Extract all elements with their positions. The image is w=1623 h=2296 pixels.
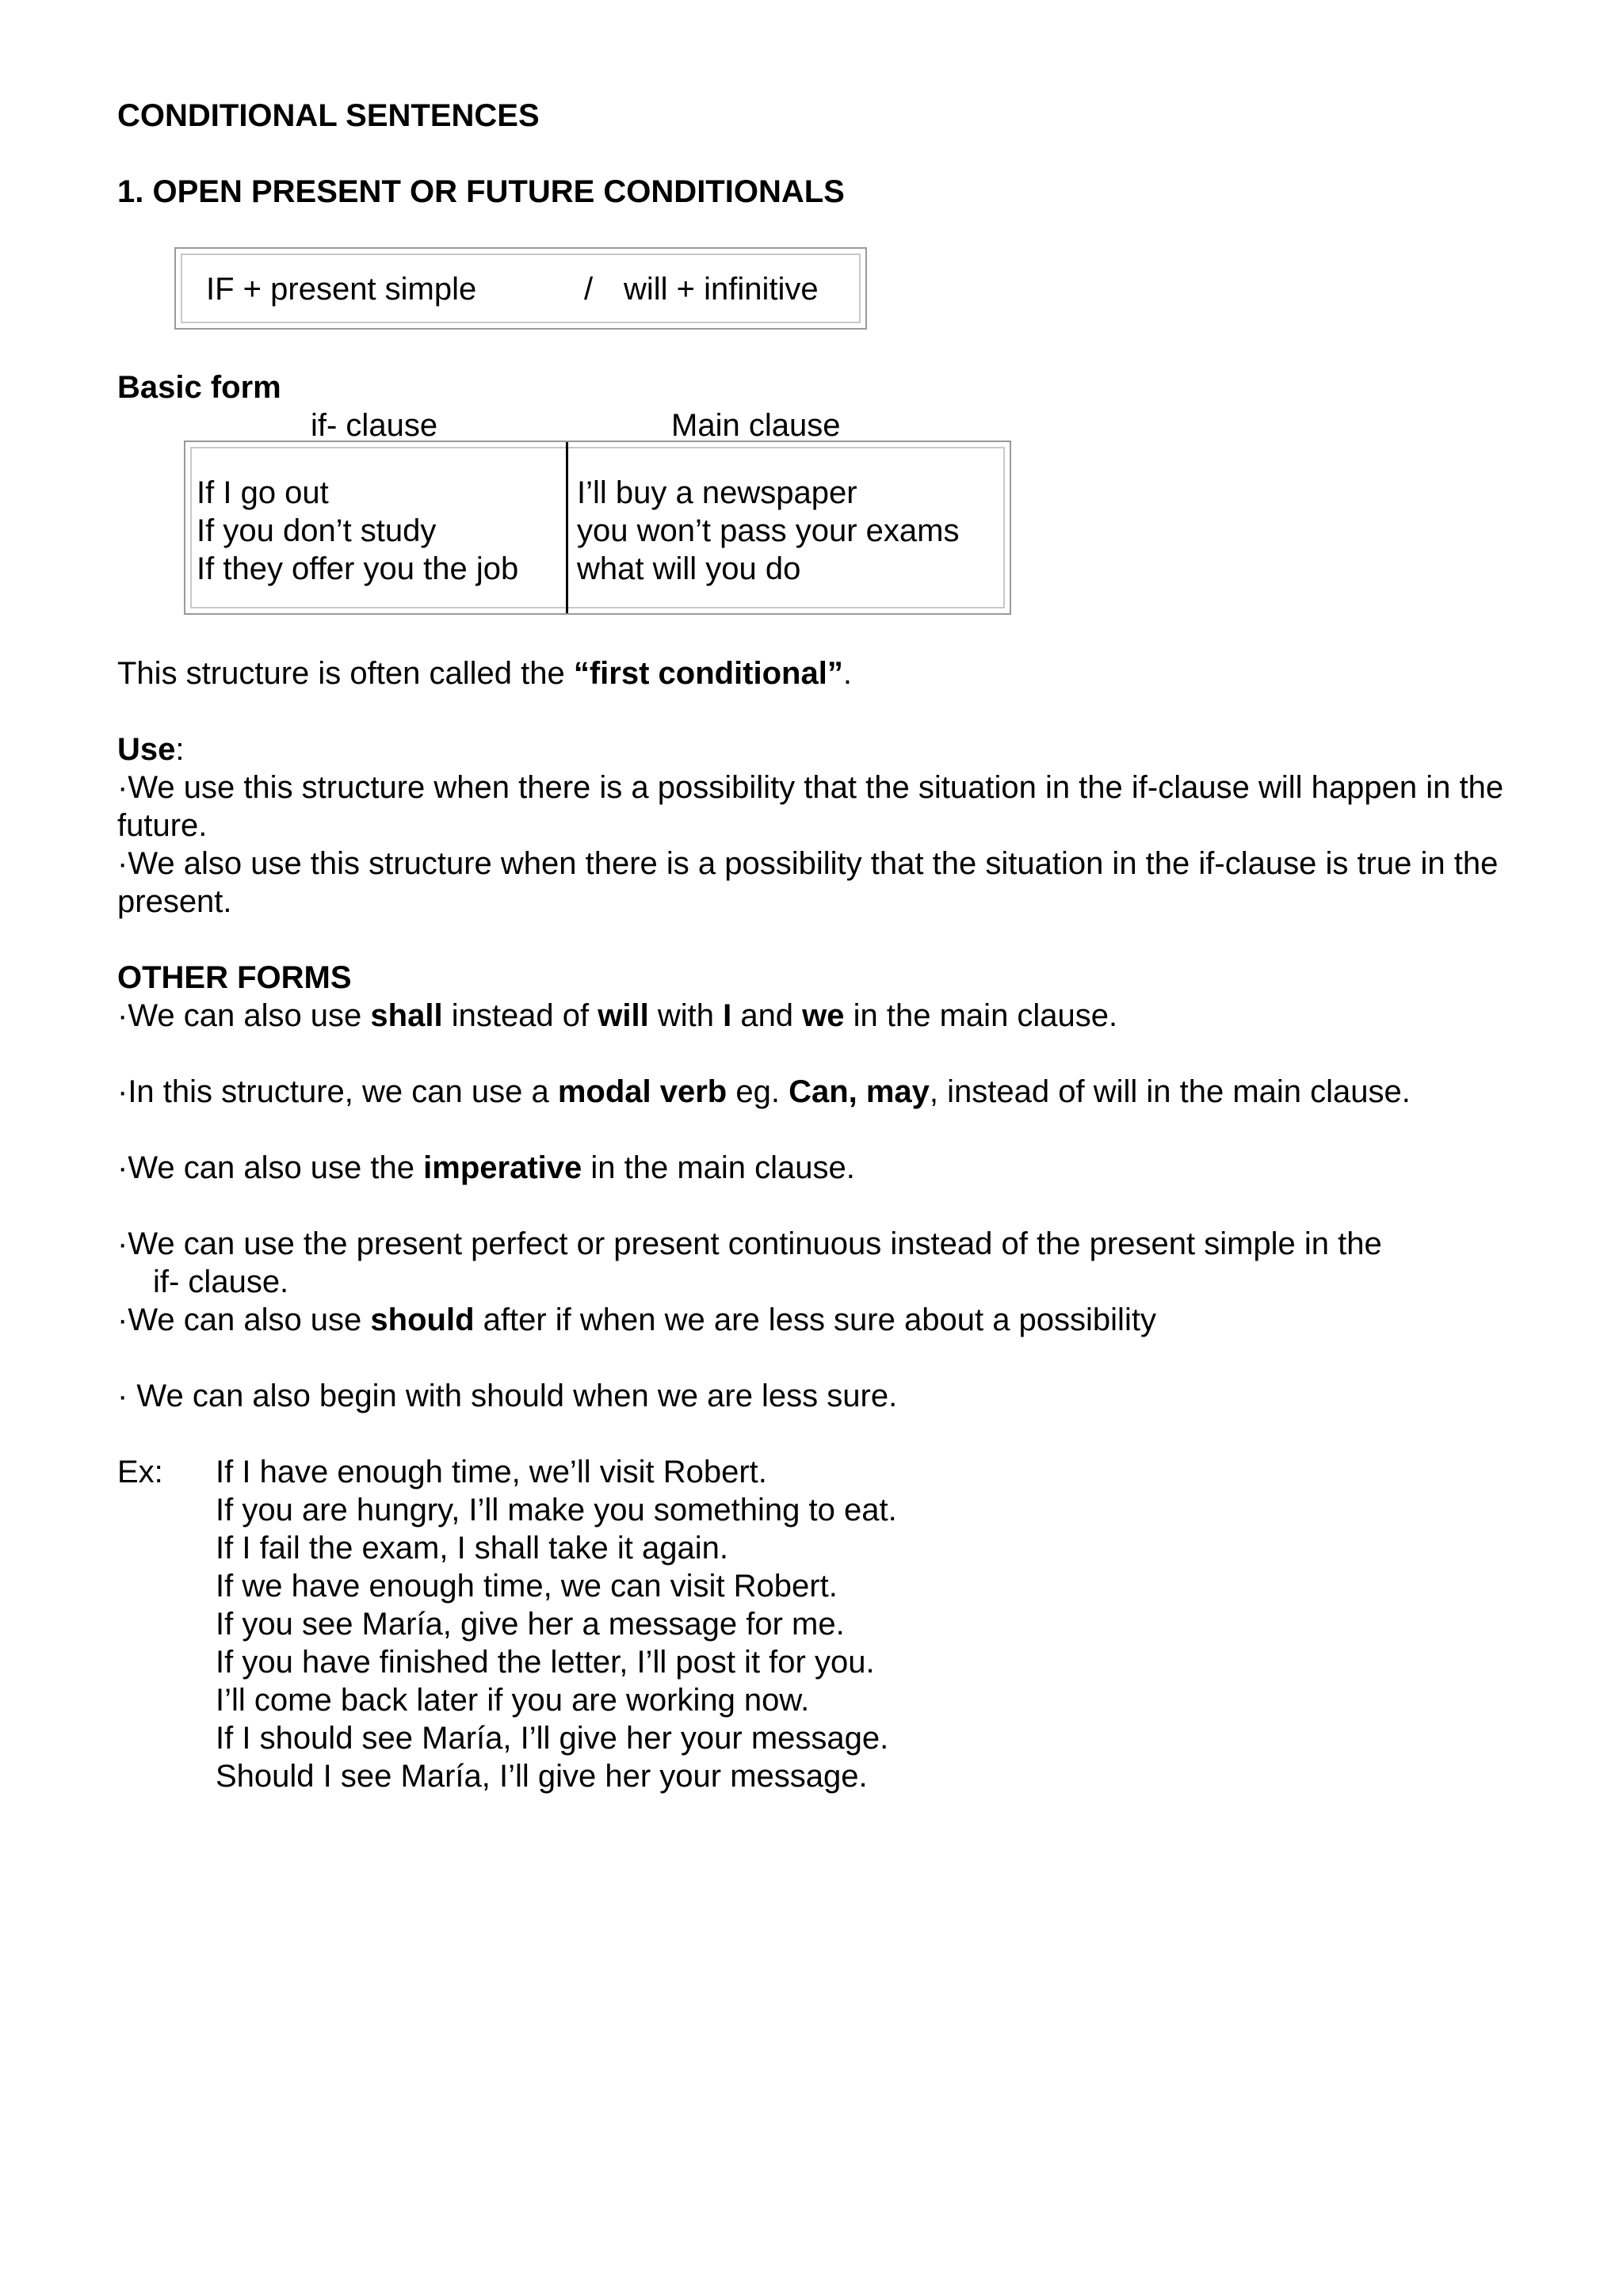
table-column-divider [566,442,568,613]
example-sentence: If I have enough time, we’ll visit Robert. [216,1455,767,1489]
formula-separator: / [584,272,594,307]
table-main-cell: what will you do [577,551,801,586]
formula-if-part: IF + present simple [206,272,477,307]
table-if-cell: If you don’t study [197,513,437,548]
if-clause-header: if- clause [311,408,438,443]
example-sentence: If we have enough time, we can visit Robert. [216,1569,838,1604]
table-main-cell: you won’t pass your exams [577,513,960,548]
example-sentence: If I should see María, I’ll give her your message. [216,1721,889,1756]
use-line: ·We also use this structure when there is a possibility that the situation in the if-clause is true in the [117,846,1499,881]
table-if-cell: If they offer you the job [197,551,519,586]
main-clause-header: Main clause [671,408,841,443]
example-sentence: If you are hungry, I’ll make you something to eat. [216,1493,897,1527]
example-sentence: If you have finished the letter, I’ll post it for you. [216,1645,875,1680]
other-forms-heading: OTHER FORMS [117,960,352,995]
example-sentence: If you see María, give her a message for me. [216,1607,845,1642]
other-forms-should: ·We can also use should after if when we are less sure about a possibility [117,1302,1156,1337]
examples-label: Ex: [117,1455,163,1489]
other-forms-shall: ·We can also use shall instead of will with I and we in the main clause. [117,998,1118,1033]
formula-main-part: will + infinitive [624,272,819,307]
section-heading: 1. OPEN PRESENT OR FUTURE CONDITIONALS [117,174,845,209]
table-main-cell: I’ll buy a newspaper [577,475,857,510]
use-line: future. [117,808,208,843]
other-forms-imperative: ·We can also use the imperative in the main clause. [117,1150,855,1185]
use-line: ·We use this structure when there is a possibility that the situation in the if-clause will happen in the [117,770,1504,805]
first-conditional-sentence: This structure is often called the “first conditional”. [117,656,852,691]
other-forms-perfect-continued: if- clause. [153,1264,289,1299]
use-heading: Use: [117,732,185,767]
document-title: CONDITIONAL SENTENCES [117,98,540,133]
basic-form-heading: Basic form [117,370,281,405]
example-sentence: Should I see María, I’ll give her your message. [216,1759,868,1794]
other-forms-modal: ·In this structure, we can use a modal verb eg. Can, may, instead of will in the main clause. [117,1074,1411,1109]
use-line: present. [117,884,232,919]
other-forms-begin: · We can also begin with should when we are less sure. [117,1379,898,1413]
example-sentence: If I fail the exam, I shall take it again. [216,1531,728,1566]
other-forms-perfect: ·We can use the present perfect or present continuous instead of the present simple in the [117,1226,1382,1261]
table-if-cell: If I go out [197,475,329,510]
example-sentence: I’ll come back later if you are working now. [216,1683,810,1718]
